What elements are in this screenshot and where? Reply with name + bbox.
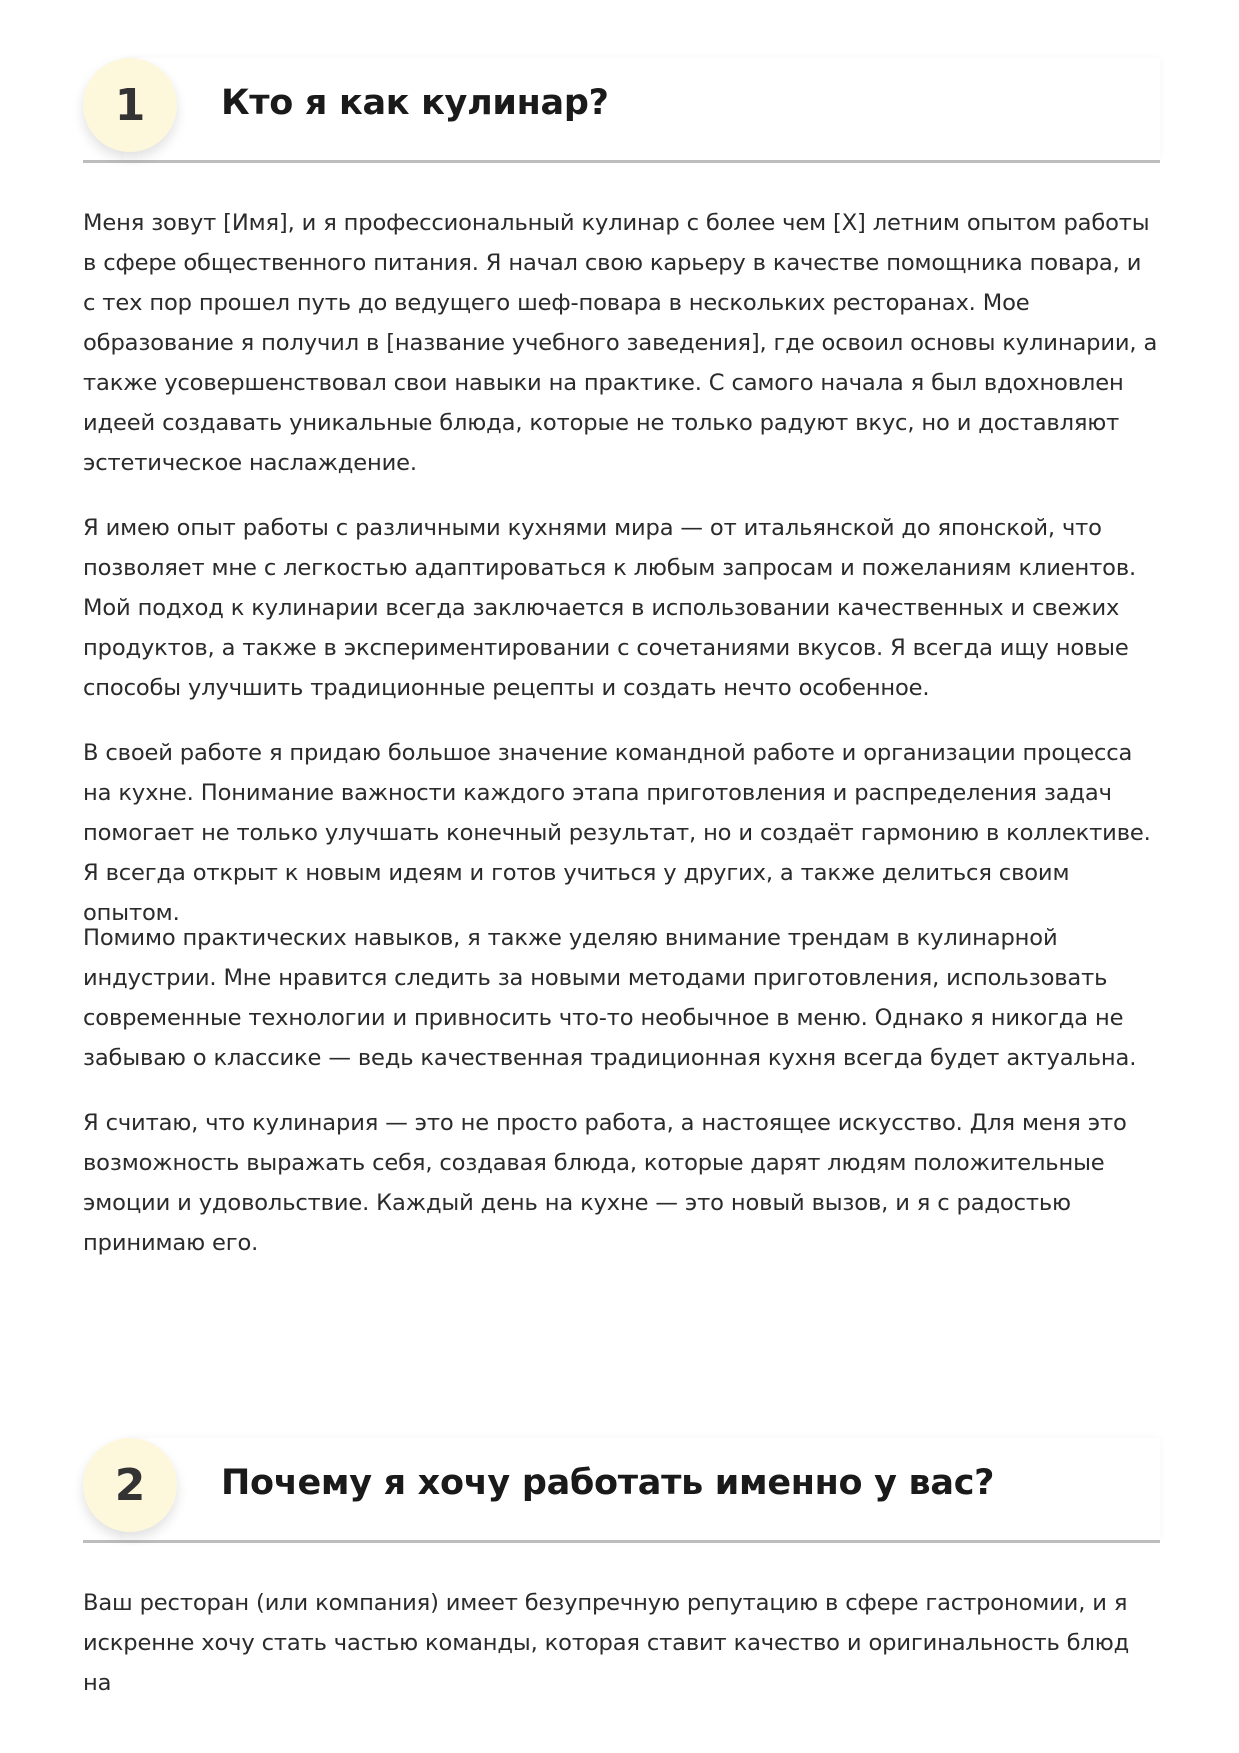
section-1-title: Кто я как кулинар?	[221, 83, 609, 123]
section-1-number-badge: 1	[83, 58, 177, 152]
section-1-paragraph-3: В своей работе я придаю большое значение командной работе и организации процесса на кухне. Понимание важности каждого этапа приготовления и распределения задач помогает не только улучшать конечный результат, но и создаёт гармонию в коллективе. Я всегда открыт к новым идеям и готов учиться у других, а также делиться своим опытом.	[83, 740, 1151, 926]
section-2-divider	[83, 1540, 1160, 1543]
section-1-paragraph-1: Меня зовут [Имя], и я профессиональный кулинар с более чем [X] летним опытом работы в сфере общественного питания. Я начал свою карьеру в качестве помощника повара, и с тех пор прошел путь до ведущего шеф-повара в нескольких ресторанах. Мое образование я получил в [название учебного заведения], где освоил основы кулинарии, а также усовершенствовал свои навыки на практике. С самого начала я был вдохновлен идеей создавать уникальные блюда, которые не только радуют вкус, но и доставляют эстетическое наслаждение.	[83, 210, 1158, 476]
section-1-paragraph-4: Помимо практических навыков, я также уделяю внимание трендам в кулинарной индустрии. Мне нравится следить за новыми методами приготовления, использовать современные технологии и привносить что-то необычное в меню. Однако я никогда не забываю о классике — ведь качественная традиционная кухня всегда будет актуальна.	[83, 925, 1137, 1071]
section-1-paragraph-5: Я считаю, что кулинария — это не просто работа, а настоящее искусство. Для меня это возможность выражать себя, создавая блюда, которые дарят людям положительные эмоции и удовольствие. Каждый день на кухне — это новый вызов, и я с радостью принимаю его.	[83, 1110, 1127, 1256]
section-1-header	[83, 0, 1160, 162]
section-2-title: Почему я хочу работать именно у вас?	[221, 1463, 995, 1503]
section-2-number-badge: 2	[83, 1438, 177, 1532]
section-2-paragraph-1: Ваш ресторан (или компания) имеет безупречную репутацию в сфере гастрономии, и я искренне хочу стать частью команды, которая ставит качество и оригинальность блюд на	[83, 1590, 1130, 1696]
section-1-divider	[83, 160, 1160, 163]
section-1-paragraph-2: Я имею опыт работы с различными кухнями мира — от итальянской до японской, что позволяет мне с легкостью адаптироваться к любым запросам и пожеланиям клиентов. Мой подход к кулинарии всегда заключается в использовании качественных и свежих продуктов, а также в экспериментировании с сочетаниями вкусов. Я всегда ищу новые способы улучшить традиционные рецепты и создать нечто особенное.	[83, 515, 1137, 701]
section-2-header	[83, 1380, 1160, 1542]
